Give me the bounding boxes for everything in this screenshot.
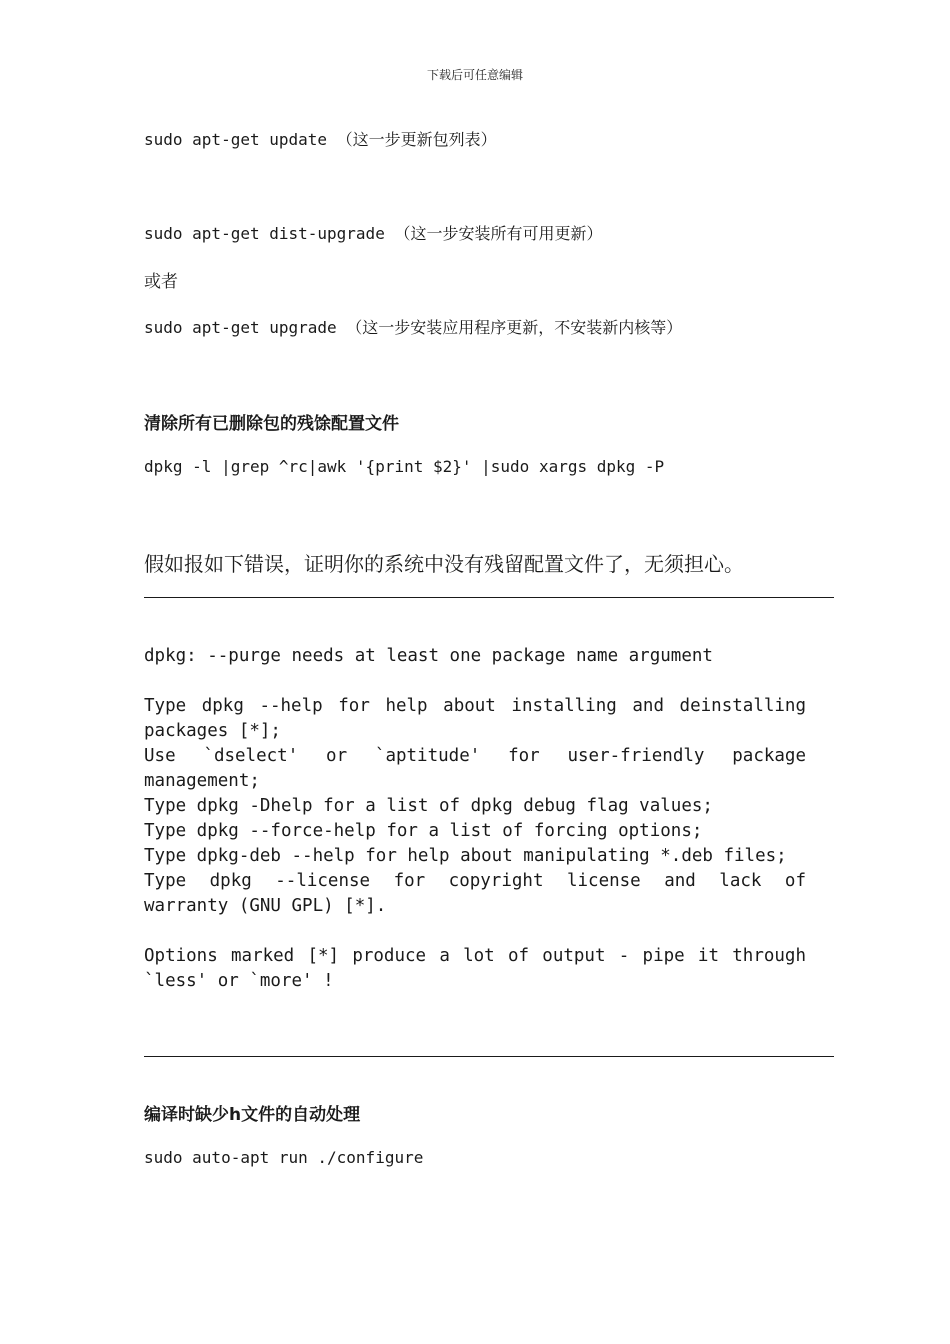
page-header: 下载后可任意编辑 <box>426 68 523 82</box>
terminal-line: packages [*]; <box>144 721 281 741</box>
dist-upgrade-command: sudo apt-get dist-upgrade <box>144 224 385 243</box>
or-text: 或者 <box>144 272 178 292</box>
autoapt-command: sudo auto-apt run ./configure <box>144 1148 424 1167</box>
terminal-line: warranty (GNU GPL) [*]. <box>144 896 387 916</box>
purge-notice: 假如报如下错误，证明你的系统中没有残留配置文件了，无须担心。 <box>144 552 744 576</box>
terminal-line: `less' or `more' ! <box>144 971 334 991</box>
purge-command: dpkg -l |grep ^rc|awk '{print $2}' |sudo xargs dpkg -P <box>144 457 665 476</box>
divider-top <box>144 597 834 598</box>
terminal-line: Type dpkg --license for copyright license and lack of <box>144 871 806 891</box>
divider-bottom <box>144 1056 834 1057</box>
update-note: （这一步更新包列表） <box>336 130 497 149</box>
autoapt-section-heading: 编译时缺少h文件的自动处理 <box>144 1105 361 1125</box>
dist-upgrade-command-line <box>144 221 602 244</box>
dist-upgrade-note: （这一步安装所有可用更新） <box>394 224 603 243</box>
terminal-line: Type dpkg --help for help about installing and deinstalling <box>144 696 806 716</box>
terminal-line: Type dpkg -Dhelp for a list of dpkg debug flag values; <box>144 796 713 816</box>
terminal-line: management; <box>144 771 260 791</box>
terminal-blank-line <box>144 669 806 694</box>
terminal-line: Options marked [*] produce a lot of output - pipe it through <box>144 946 806 966</box>
upgrade-command-line <box>144 315 682 338</box>
terminal-line: Type dpkg-deb --help for help about manipulating *.deb files; <box>144 846 787 866</box>
upgrade-note: （这一步安装应用程序更新，不安装新内核等） <box>346 318 683 337</box>
update-command-line <box>144 127 497 150</box>
terminal-line: dpkg: --purge needs at least one package name argument <box>144 646 713 666</box>
purge-section-heading: 清除所有已删除包的残馀配置文件 <box>144 414 399 434</box>
terminal-output-block <box>144 644 806 994</box>
terminal-line: Type dpkg --force-help for a list of forcing options; <box>144 821 703 841</box>
upgrade-command: sudo apt-get upgrade <box>144 318 337 337</box>
update-command: sudo apt-get update <box>144 130 328 149</box>
terminal-blank-line <box>144 919 806 944</box>
terminal-line: Use `dselect' or `aptitude' for user-friendly package <box>144 746 806 766</box>
